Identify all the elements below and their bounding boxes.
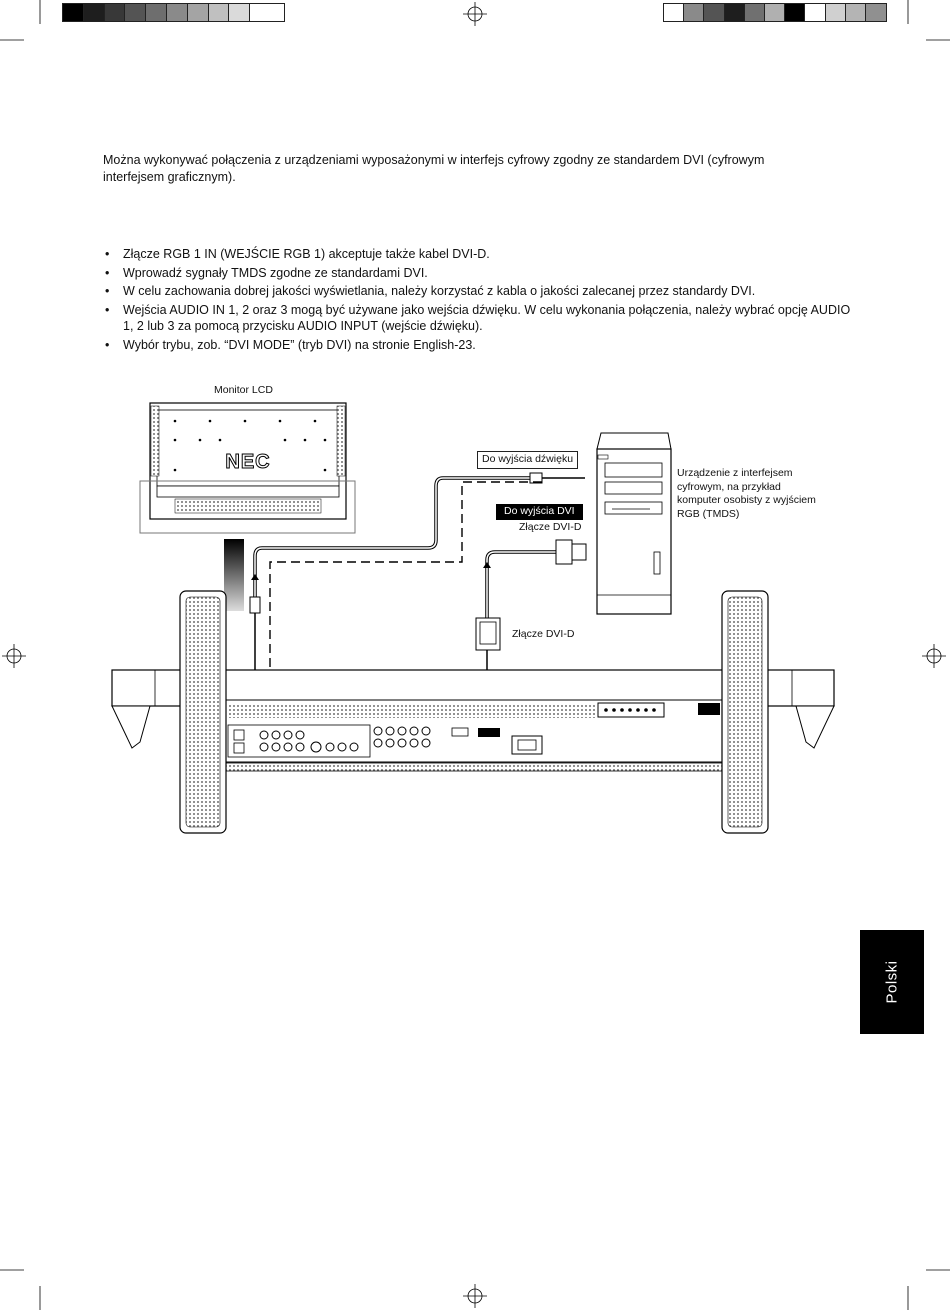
device-label: Urządzenie z interfejsem cyfrowym, na przykład komputer osobisty z wyjściem RGB (TMDS) — [677, 467, 816, 520]
dvi-output-label: Do wyjścia DVI — [496, 504, 583, 520]
monitor-thumbnail — [140, 403, 355, 611]
registration-mark-icon — [2, 2, 946, 1308]
language-tab-label: Polski — [883, 960, 901, 1004]
pc-tower — [597, 433, 671, 614]
list-item: • Wybór trybu, zob. “DVI MODE” (tryb DVI) na stronie English-23. — [103, 337, 863, 354]
dvi-connector-label: Złącze DVI-D — [512, 628, 575, 640]
list-item: • Złącze RGB 1 IN (WEJŚCIE RGB 1) akceptuje także kabel DVI-D. — [103, 246, 863, 263]
list-item: • Wprowadź sygnały TMDS zgodne ze standardami DVI. — [103, 265, 863, 282]
dvi-connector-label: Złącze DVI-D — [519, 521, 582, 533]
monitor-label: Monitor LCD — [214, 384, 273, 396]
audio-output-label: Do wyjścia dźwięku — [477, 451, 578, 469]
speaker-right — [722, 591, 768, 833]
intro-paragraph: Można wykonywać połączenia z urządzeniami wyposażonymi w interfejs cyfrowy zgodny ze standardem DVI (cyfrowym interfejsem graficznym). — [103, 152, 765, 184]
speaker-left — [180, 591, 226, 833]
language-tab — [860, 930, 924, 1034]
list-item: • W celu zachowania dobrej jakości wyświetlania, należy korzystać z kabla o jakości zalecanej przez standardy DVI. — [103, 283, 863, 300]
list-item: • Wejścia AUDIO IN 1, 2 oraz 3 mogą być używane jako wejścia dźwięku. W celu wykonania połączenia, należy wybrać opcję AUDIO 1, 2 lub 3 za pomocą przycisku AUDIO INPUT (wejście dźwięku). — [103, 302, 863, 335]
nec-logo: NEC — [225, 451, 271, 473]
